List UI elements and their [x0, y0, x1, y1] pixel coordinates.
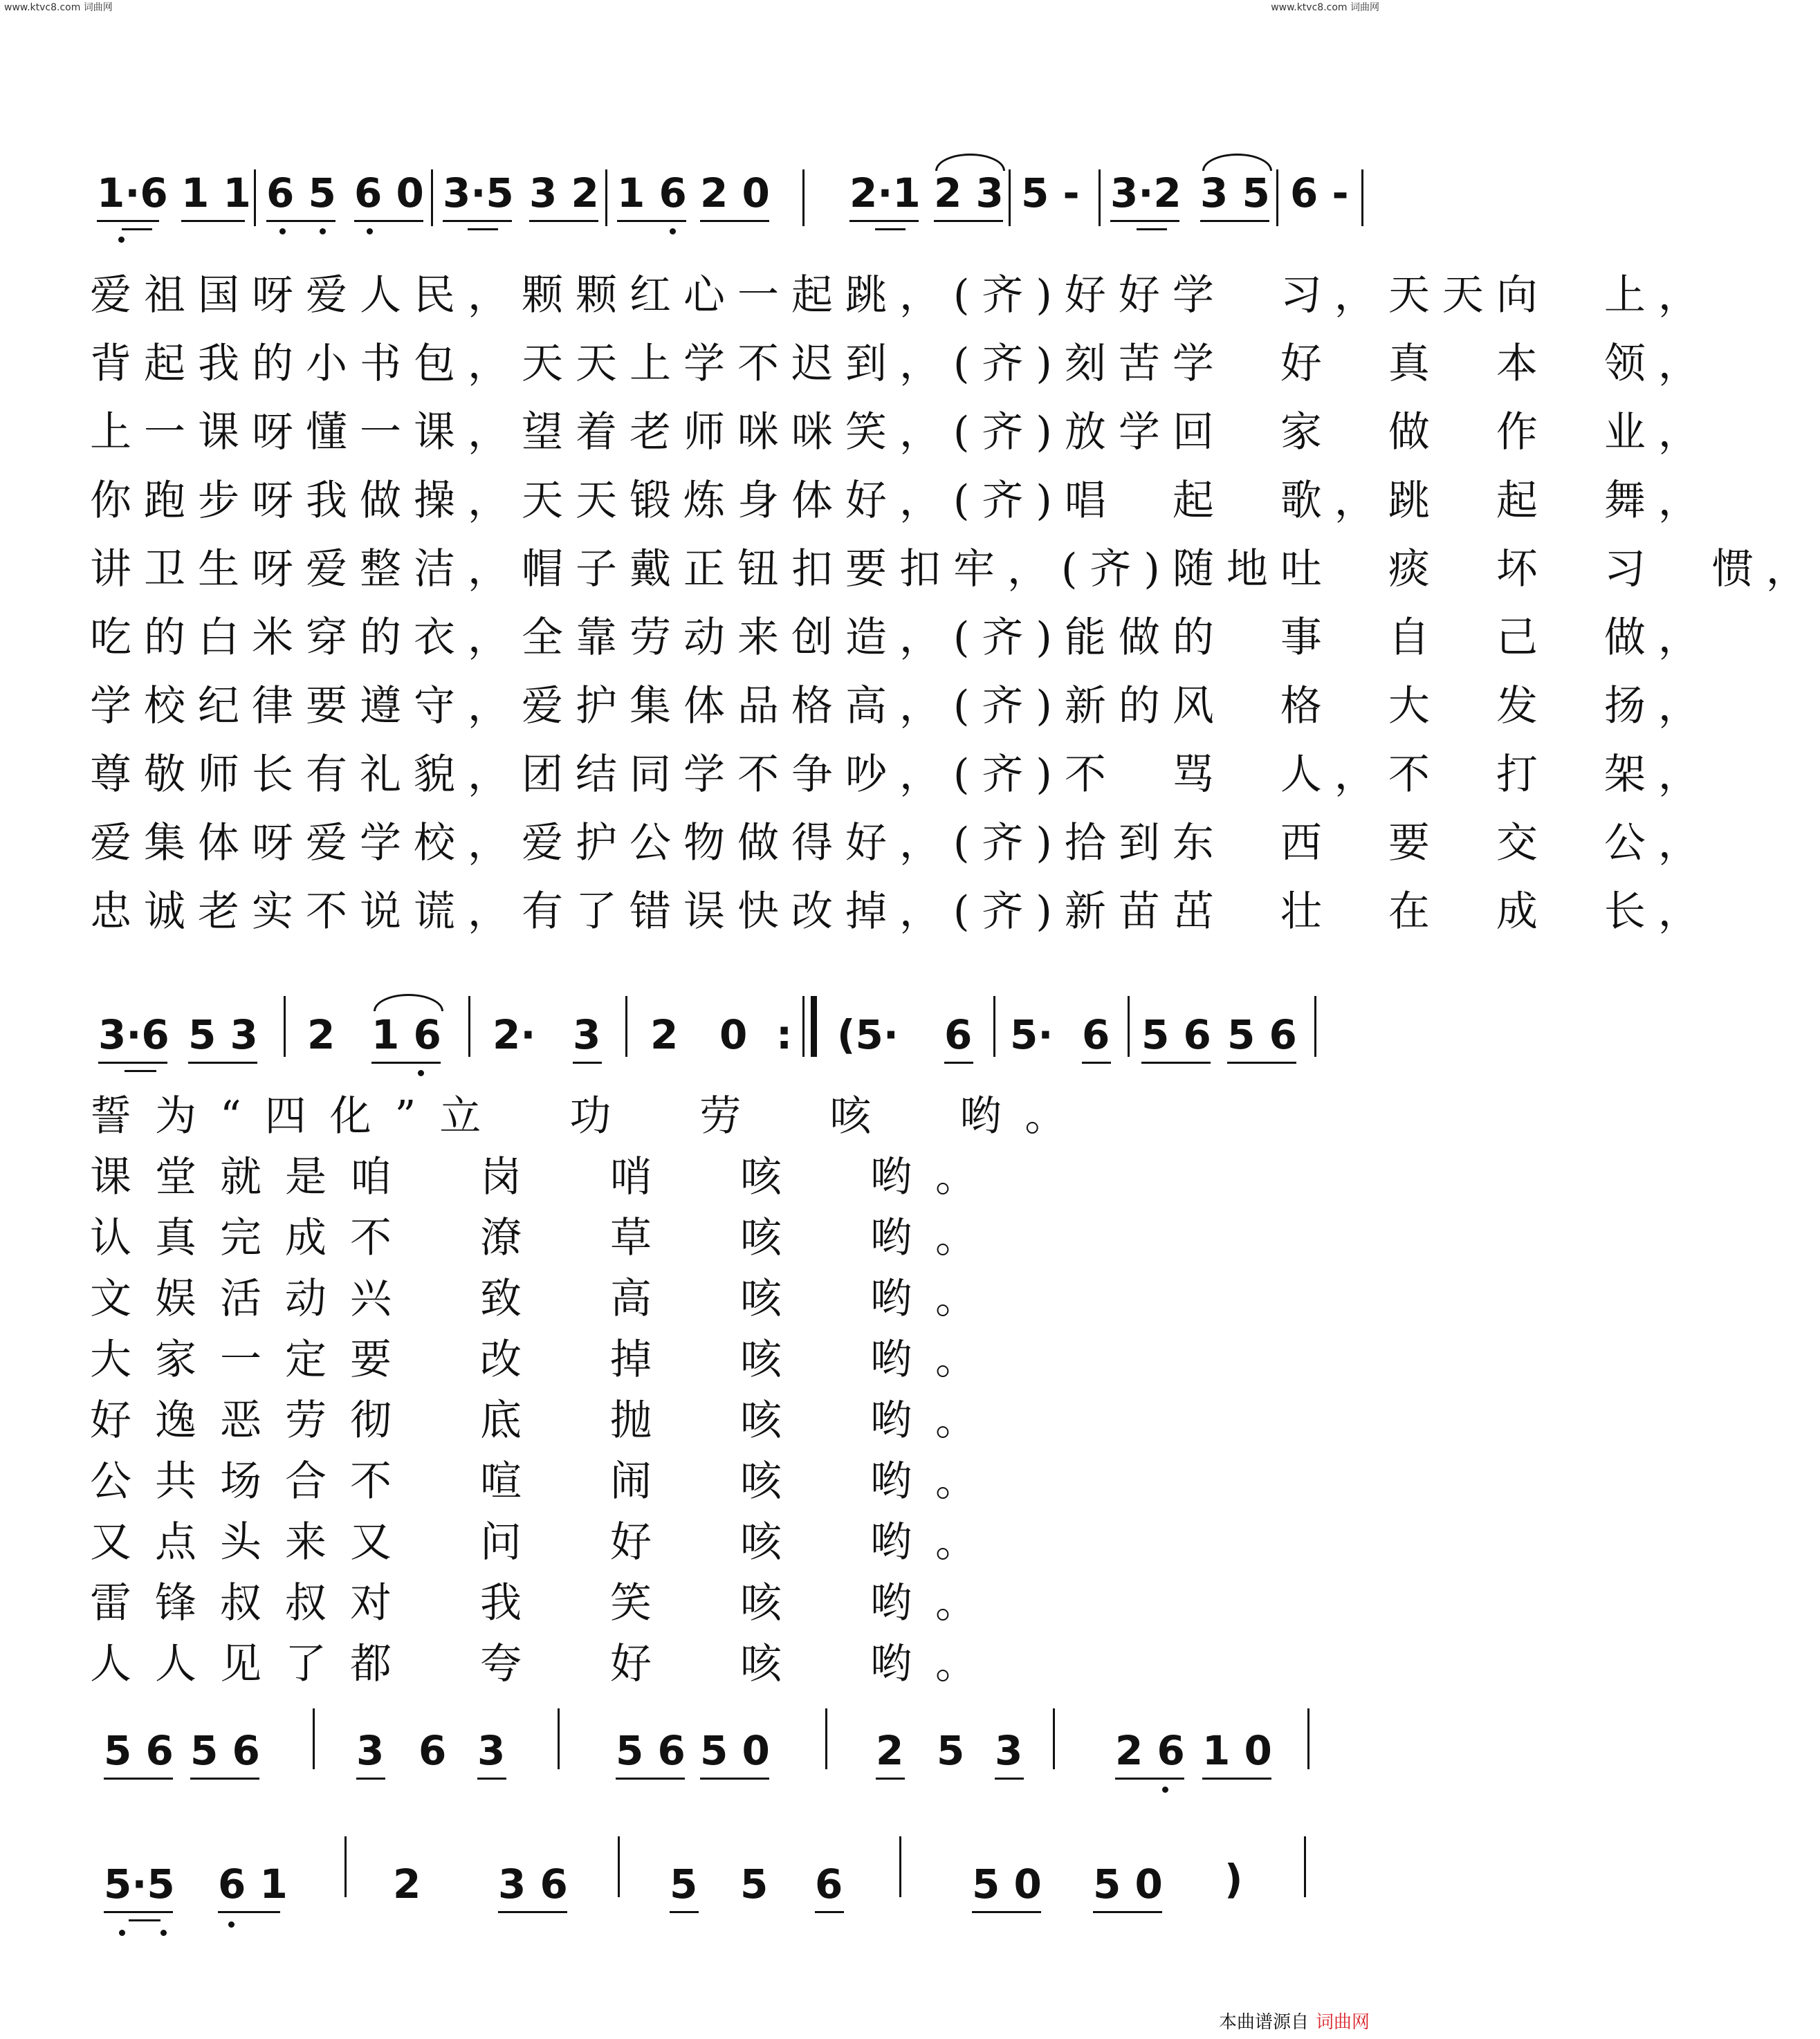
note: 2·	[493, 1011, 536, 1058]
header-right: www.ktvc8.com 词曲网	[1271, 2, 1379, 13]
note: 1 1	[181, 169, 251, 216]
note: 3 5	[1200, 169, 1270, 216]
lyric-line: 尊敬师长有礼貌，团结同学不争吵，(齐)不 骂 人，不 打 架，	[90, 750, 1712, 799]
note: 6 1	[218, 1861, 288, 1908]
note: 3·6	[98, 1011, 169, 1058]
footer-text: 本曲谱源自	[1218, 2012, 1309, 2033]
note: 2	[876, 1727, 904, 1774]
note: 5 3	[188, 1011, 258, 1058]
lyric-line: 好逸恶劳彻 底 抛 咳 哟。	[90, 1396, 1000, 1445]
lyric-line: 背起我的小书包，天天上学不迟到，(齐)刻苦学 好 真 本 领，	[90, 340, 1712, 388]
note: 5	[670, 1861, 698, 1908]
note: 6	[1082, 1011, 1110, 1058]
note: :	[776, 1011, 793, 1058]
note: 6 5	[266, 169, 336, 216]
lyric-line: 雷锋叔叔对 我 笑 咳 哟。	[90, 1579, 1000, 1627]
note: 2 6	[1115, 1727, 1185, 1774]
note: 1 6	[617, 169, 687, 216]
lyric-line: 文娱活动兴 致 高 咳 哟。	[90, 1275, 1000, 1323]
note: 5 6	[104, 1727, 174, 1774]
note: 5 6	[1227, 1011, 1297, 1058]
lyric-line: 上一课呀懂一课，望着老师咪咪笑，(齐)放学回 家 做 作 业，	[90, 408, 1712, 456]
note: 0	[719, 1011, 748, 1058]
lyric-line: 爱祖国呀爱人民，颗颗红心一起跳，(齐)好好学 习，天天向 上，	[90, 271, 1712, 320]
note: 5 0	[700, 1727, 770, 1774]
note: (5·	[837, 1011, 899, 1058]
note: 1 6	[371, 1011, 441, 1058]
note: 5	[740, 1861, 769, 1908]
note: 1 0	[1202, 1727, 1272, 1774]
lyric-line: 吃的白米穿的衣，全靠劳动来创造，(齐)能做的 事 自 己 做，	[90, 613, 1712, 662]
note: 5 6	[190, 1727, 260, 1774]
note: 5	[937, 1727, 965, 1774]
note: 5 6	[1141, 1011, 1211, 1058]
note: 6	[419, 1727, 447, 1774]
note: 5 0	[1093, 1861, 1163, 1908]
note: 6	[815, 1861, 843, 1908]
note: 6	[944, 1011, 973, 1058]
lyric-line: 你跑步呀我做操，天天锻炼身体好，(齐)唱 起 歌，跳 起 舞，	[90, 477, 1712, 525]
note: 2	[650, 1011, 679, 1058]
footer	[1219, 2008, 1370, 2033]
note: 3	[477, 1727, 506, 1774]
note: 3·2	[1110, 169, 1182, 216]
verse-lyrics-1	[90, 261, 1820, 946]
header-left: www.ktvc8.com 词曲网	[4, 2, 113, 13]
lyric-line: 忠诚老实不说谎，有了错误快改掉，(齐)新苗茁 壮 在 成 长，	[90, 887, 1712, 936]
lyric-line: 讲卫生呀爱整洁，帽子戴正钮扣要扣牢，(齐)随地吐 痰 坏 习 惯，	[90, 545, 1820, 593]
footer-brand[interactable]: 词曲网	[1315, 2012, 1370, 2033]
lyric-line: 大家一定要 改 掉 咳 哟。	[90, 1336, 1000, 1384]
note: 3 6	[498, 1861, 568, 1908]
lyric-line: 学校纪律要遵守，爱护集体品格高，(齐)新的风 格 大 发 扬，	[90, 682, 1712, 730]
note: 6 0	[354, 169, 424, 216]
note: 2	[307, 1011, 335, 1058]
note: 2 0	[700, 169, 770, 216]
verse-lyrics-2	[90, 1086, 1090, 1695]
lyric-line: 认真完成不 潦 草 咳 哟。	[90, 1214, 1000, 1262]
note: 2·1	[849, 169, 921, 216]
note: 5 -	[1021, 169, 1080, 216]
note: 5 0	[972, 1861, 1042, 1908]
lyric-line: 又点头来又 问 好 咳 哟。	[90, 1518, 1000, 1567]
note: 5 6	[616, 1727, 686, 1774]
note: 3	[573, 1011, 601, 1058]
note: 5·	[1010, 1011, 1054, 1058]
lyric-line: 人人见了都 夸 好 咳 哟。	[90, 1640, 1000, 1688]
note: 2 3	[934, 169, 1004, 216]
note: 1·6	[97, 169, 168, 216]
note: 2	[393, 1861, 421, 1908]
note: 5·5	[104, 1861, 175, 1908]
note: 3 2	[529, 169, 599, 216]
note: 3	[356, 1727, 385, 1774]
lyric-line: 爱集体呀爱学校，爱护公物做得好，(齐)拾到东 西 要 交 公，	[90, 819, 1712, 867]
note: 3	[995, 1727, 1023, 1774]
lyric-line: 誓为“四化”立 功 劳 咳 哟。	[90, 1092, 1090, 1141]
note: 3·5	[443, 169, 514, 216]
lyric-line: 公共场合不 喧 闹 咳 哟。	[90, 1457, 1000, 1506]
lyric-line: 课堂就是咱 岗 哨 咳 哟。	[90, 1153, 1000, 1201]
note: 6 -	[1290, 169, 1349, 216]
note: )	[1224, 1856, 1243, 1903]
